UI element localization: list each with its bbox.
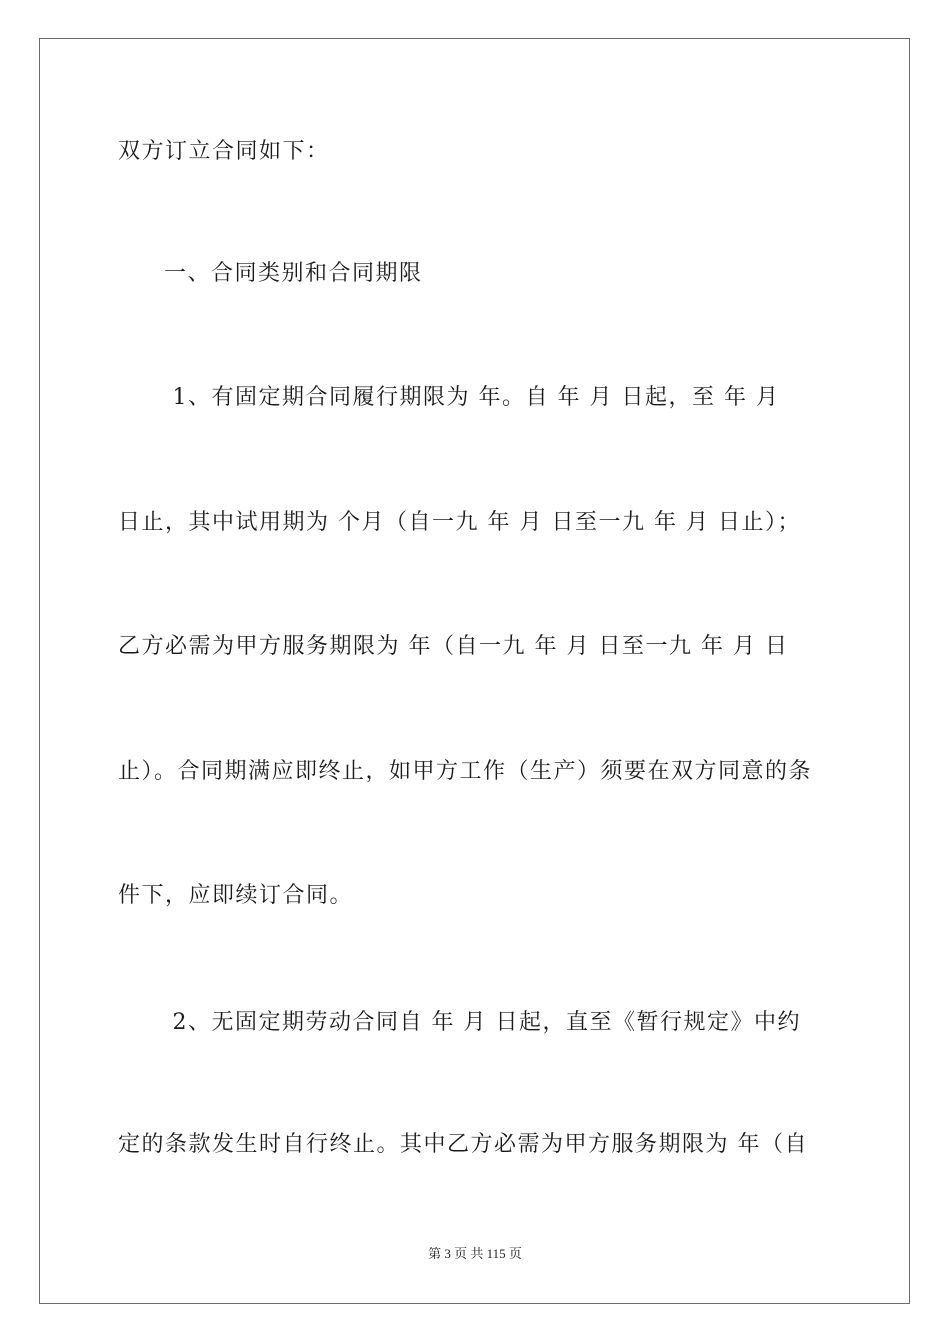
text-line: 2、无固定期劳动合同自 年 月 日起，直至《暂行规定》中约 (164, 1010, 801, 1035)
section-heading: 一、合同类别和合同期限 (164, 261, 423, 286)
text-line: 定的条款发生时自行终止。其中乙方必需为甲方服务期限为 年（自 (118, 1132, 808, 1157)
text-line: 止）。合同期满应即终止，如甲方工作（生产）须要在双方同意的条 (118, 759, 813, 784)
text-line: 双方订立合同如下： (118, 139, 330, 164)
text-line: 1、有固定期合同履行期限为 年。自 年 月 日起，至 年 月 (164, 385, 780, 410)
text-line: 件下，应即续订合同。 (118, 883, 354, 908)
text-line: 乙方必需为甲方服务期限为 年（自一九 年 月 日至一九 年 月 日 (118, 634, 789, 659)
text-line: 日止，其中试用期为 个月（自一九 年 月 日至一九 年 月 日止）； (118, 510, 801, 535)
page-border (39, 38, 910, 1304)
page-number: 第 3 页 共 115 页 (428, 1246, 522, 1261)
